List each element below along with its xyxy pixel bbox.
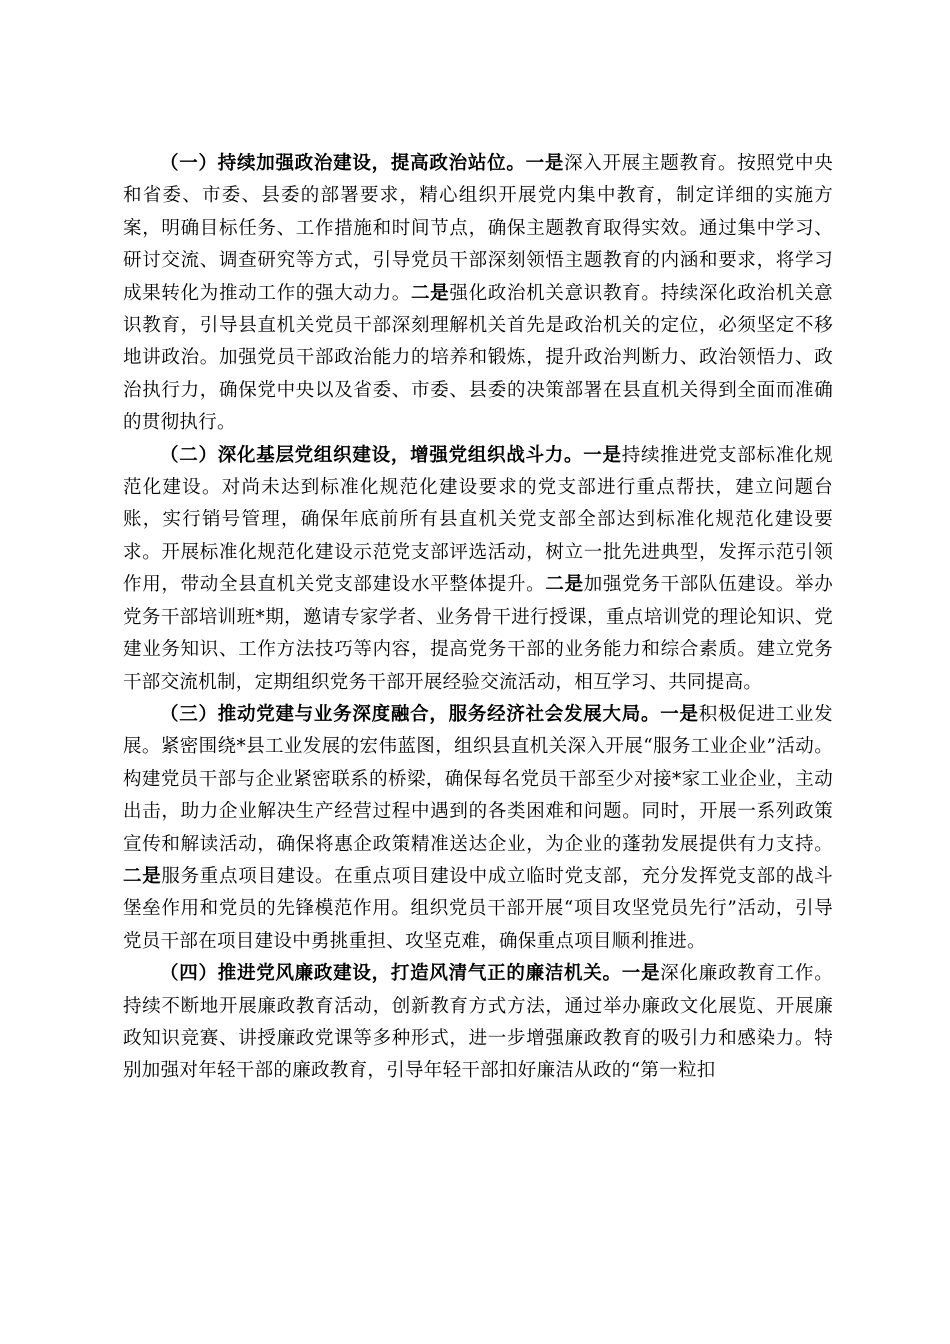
paragraph-text: 加强党务干部队伍建设。举办党务干部培训班*期，邀请专家学者、业务骨干进行授课，重点培训党的理论知识、党建业务知识、工作方法技巧等内容，提高党务干部的业务能力和综合素质。建立党务干部交流机制，定期组织党务干部开展经验交流活动，相互学习、共同提高。 xyxy=(123,574,833,693)
paragraph-heading: （一）持续加强政治建设，提高政治站位。 xyxy=(160,153,526,174)
point-marker: 一是 xyxy=(583,444,622,466)
paragraph-2 xyxy=(123,440,833,699)
paragraph-1 xyxy=(123,148,833,440)
paragraph-heading: （三）推动党建与业务深度融合，服务经济社会发展大局。 xyxy=(160,703,661,725)
paragraph-text: 持续推进党支部标准化规范化建设。对尚未达到标准化规范化建设要求的党支部进行重点帮扶，建立问题台账，实行销号管理，确保年底前所有县直机关党支部全部达到标准化规范化建设要求。开展标准化规范化建设示范党支部评选活动，树立一批先进典型，发挥示范引领作用，带动全县直机关党支部建设水平整体提升。 xyxy=(123,444,833,596)
paragraph-text: 强化政治机关意识教育。持续深化政治机关意识教育，引导县直机关党员干部深刻理解机关首先是政治机关的定位，必须坚定不移地讲政治。加强党员干部政治能力的培养和锻炼，提升政治判断力、政治领悟力、政治执行力，确保党中央以及省委、市委、县委的决策部署在县直机关得到全面而准确的贯彻执行。 xyxy=(123,282,833,434)
paragraph-heading: （四）推进党风廉政建设，打造风清气正的廉洁机关。 xyxy=(160,963,622,985)
paragraph-text: 深入开展主题教育。按照党中央和省委、市委、县委的部署要求，精心组织开展党内集中教育，制定详细的实施方案，明确目标任务、工作措施和时间节点，确保主题教育取得实效。通过集中学习、研讨交流、调查研究等方式，引导党员干部深刻领悟主题教育的内涵和要求，将学习成果转化为推动工作的强大动力。 xyxy=(123,153,833,304)
paragraph-text: 服务重点项目建设。在重点项目建设中成立临时党支部，充分发挥党支部的战斗堡垒作用和党员的先锋模范作用。组织党员干部开展“项目攻坚党员先行”活动，引导党员干部在项目建设中勇挑重担、攻坚克难，确保重点项目顺利推进。 xyxy=(123,865,833,952)
paragraph-3 xyxy=(123,699,833,958)
point-marker: 二是 xyxy=(545,574,584,596)
point-marker: 一是 xyxy=(621,963,661,985)
point-marker: 一是 xyxy=(660,703,699,725)
paragraph-4 xyxy=(123,958,833,1088)
paragraph-text: 深化廉政教育工作。持续不断地开展廉政教育活动，创新教育方式方法，通过举办廉政文化展览、开展廉政知识竞赛、讲授廉政党课等多种形式，进一步增强廉政教育的吸引力和感染力。特别加强对年轻干部的廉政教育，引导年轻干部扣好廉洁从政的“第一粒扣 xyxy=(123,963,833,1082)
paragraph-text: 积极促进工业发展。紧密围绕*县工业发展的宏伟蓝图，组织县直机关深入开展“服务工业企业”活动。构建党员干部与企业紧密联系的桥梁，确保每名党员干部至少对接*家工业企业，主动出击，助力企业解决生产经营过程中遇到的各类困难和问题。同时，开展一系列政策宣传和解读活动，确保将惠企政策精准送达企业，为企业的蓬勃发展提供有力支持。 xyxy=(123,703,833,855)
point-marker: 二是 xyxy=(410,282,450,304)
point-marker: 一是 xyxy=(525,153,565,174)
document-body xyxy=(123,148,833,1088)
point-marker: 二是 xyxy=(123,865,162,887)
paragraph-heading: （二）深化基层党组织建设，增强党组织战斗力。 xyxy=(160,444,584,466)
